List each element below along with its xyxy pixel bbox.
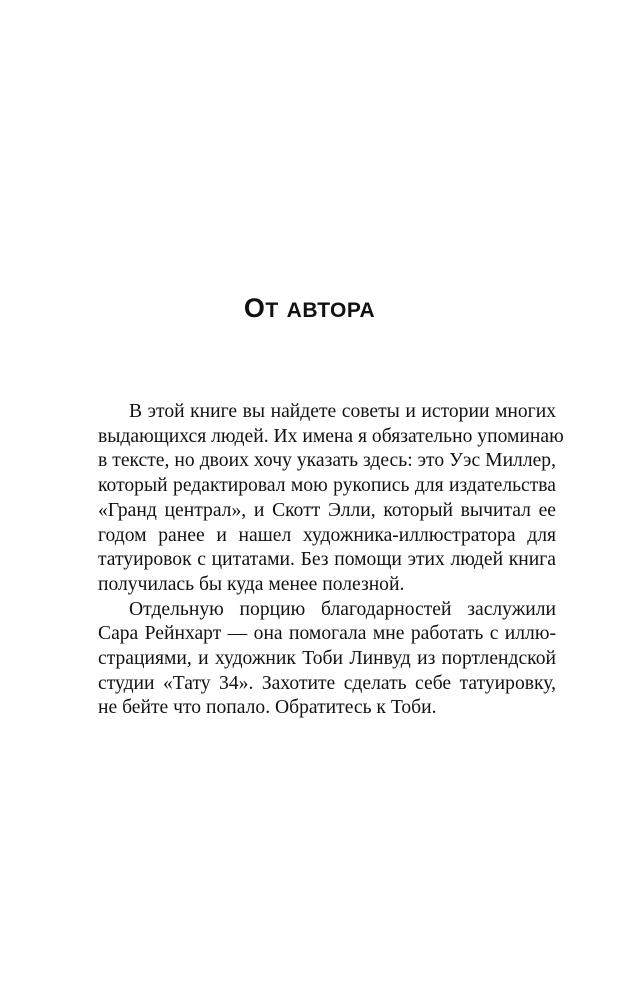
body-text [98, 400, 564, 721]
text-line: татуировок с цитатами. Без помощи этих людей книга [98, 549, 556, 571]
text-line: «Гранд централ», и Скотт Элли, который вычитал ее [98, 499, 556, 521]
title-second-word: АВТОРА [286, 299, 376, 322]
text-line: Сара Рейнхарт — она помогала мне работать с иллю- [98, 623, 556, 645]
text-line: страциями, и художник Тоби Линвуд из портлендской [98, 648, 556, 670]
paragraph-1 [98, 400, 564, 598]
paragraph-2 [98, 598, 556, 722]
text-line: студии «Тату 34». Захотите сделать себе татуировку, [98, 672, 556, 694]
text-line: получилась бы куда менее полезной. [98, 573, 405, 595]
text-line: годом ранее и нашел художника-иллюстратора для [98, 524, 556, 546]
text-line: который редактировал мою рукопись для издательства [98, 475, 556, 497]
text-line: в тексте, но двоих хочу указать здесь: это Уэс Миллер, [98, 450, 556, 472]
page-title [0, 293, 619, 324]
text-line: Отдельную порцию благодарностей заслужили [129, 598, 556, 620]
text-line: В этой книге вы найдете советы и истории многих [129, 401, 556, 422]
title-first-rest: Т [265, 299, 279, 322]
text-line: выдающихся людей. Их имена я обязательно упоминаю [98, 425, 564, 447]
text-line: не бейте что попало. Обратитесь к Тоби. [98, 697, 437, 719]
title-first-letter: О [243, 293, 266, 323]
